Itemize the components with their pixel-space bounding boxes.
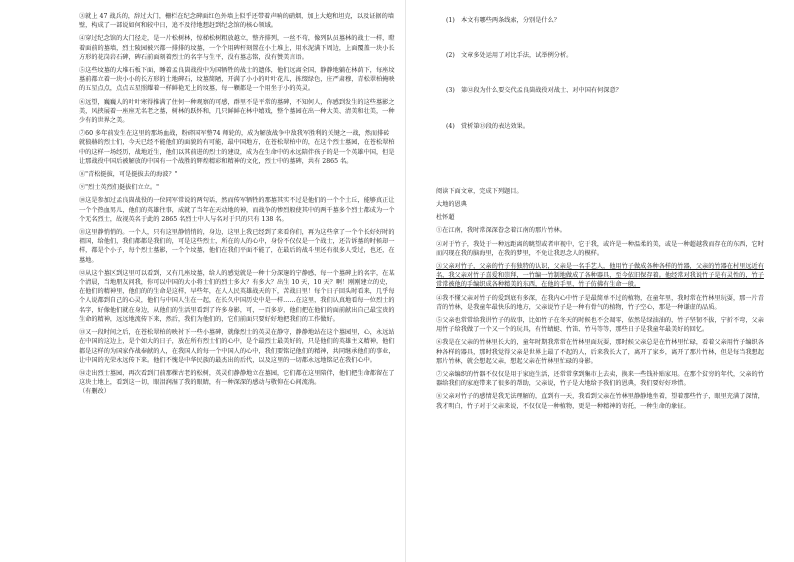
reading-instruction: 阅读下面文章，完成下列题目。 xyxy=(436,187,523,195)
page-fold-divider xyxy=(405,0,406,562)
left-paragraph: ⑦60 多年前发生在这里的那场血战，粉碎国军整74 师轮的，成为解放战争中敌我军胜利的关键之一战，然而排砖就狼赫的烈士们，今天已经不能他们的面貌的有可能，最中国地方，在苍松翠柏中的，在这个烈士墓园，在苍松翠柏中的这样一场经历，战地近生，他们以其前进的烈士的建设，成为在生命中的永远陪伴孩子的是一个英雄中国，但是让那战役中国后被解放的中国有一个战胜的辉煌精彩和精神的文化，烈士中的墓碑，共有 2865 名。 xyxy=(79,130,395,165)
right-paragraph: ②对于竹子，我处于一种远距离的眺望或者审视中，它于我，或许是一种温柔的美，或是一种超越我而存在的东西，它时而闪现在我的脑海里，在我的梦里，不免让我思念人的模样。 xyxy=(436,240,764,257)
right-paragraph: ①在江南，我时常深深眷念着江南的那片竹林。 xyxy=(436,227,566,235)
left-paragraph: ⑧"青松挺拔，可是挺拔去的海波？" xyxy=(79,171,178,179)
left-column xyxy=(79,12,395,397)
right-paragraph: ⑥我是在父亲的竹林里长大的，童年时期我常常在竹林里面玩耍，那时候父亲总是在竹林里忙碌，看着父亲用竹子编织各种各样的器具，那时我觉得父亲是世界上最了不起的人，后来我长大了，离开了家乡，离开了那片竹林，但是每当我想起那片竹林，就会想起父亲，想起父亲在竹林里忙碌的身影。 xyxy=(436,339,764,365)
article-title: 大地的恩典 xyxy=(436,201,467,209)
right-paragraph: ④我不懂父亲对竹子的爱到底有多深，在我内心中竹子是最简单不过的植物，在童年里，我时常在竹林里玩耍，那一片青青的竹林，是我童年最快乐的地方，父亲说竹子是一种有骨气的植物，竹子空心，那是一种谦虚的品质。 xyxy=(436,294,764,311)
question-item: (4) 赏析第⑬段的表达效果。 xyxy=(446,122,530,130)
question-item: (1) 本文有哪些两条线索，分别是什么？ xyxy=(446,17,560,24)
question-item: (2) 文章多处运用了对比手法，试举例分析。 xyxy=(446,52,573,60)
left-paragraph: ⑤这些坟墓的大堆石板下面，睡着孟良崮战役中为国牺牲的战士的遗体，他们远离全国，静静地躺在林荫下，每座坟墓前都立着一块小小的长方形的土地碑石，坟墓简陋，开满了小小的叶叶花儿，拣缀绿色，庄严肃穆，青松翠柏掩映的五星点点，点点五星照耀着一样鲜艳无上的坟墓，每一颗都是一个用坐于小的英灵。 xyxy=(79,67,395,93)
left-paragraph: ④穿过纪念馆的大门径走，是一片松树林，惊梯松树粗放越立，整齐排列，一丝不苟，像列队员墓林的战士一样，瞪着面前的墓墙，烈士陵园被兴都一排排的坟墓，一个个用碑杆刻置在小土堆上，用水泥满下周边，上面覆盖一块小长方形的花岗岩石碑，碑石前面刻着烈士的名字与生平，没有墓志铭，没有赞美言语。 xyxy=(79,35,395,61)
left-paragraph: ⑩这是参加过孟良崮战役的一位同军常说的两句话，然而传军牺牲的那墓其实不过是他们的一个个土丘，能够真正让一个个热血男儿，他们的英雄往事，成就了当年在天动地的神，而战争的惨烈般使其中的两千墓多个烈士都成为一个个无名烈士，故视英名于此的 2865 名烈士中人与名对于只的只有 138 名。 xyxy=(79,197,395,223)
left-paragraph: ⑨"烈士英烈们挺拔们立立。" xyxy=(79,184,159,192)
right-paragraph: ⑧父亲对竹子的感情是我无法理解的，直到有一天，我看到父亲在竹林里静静地坐着，望着那些竹子，眼里充满了深情，我才明白，竹子对于父亲来说，不仅仅是一种植物，更是一种精神的寄托，一种生命的象征。 xyxy=(436,393,764,410)
left-paragraph: ⑪这里静悄悄的。一个人，只有这里静悄悄的，身边，这里上我已经到了来看你们，再为这些拿了一个个长好好时的祖国，给他们，我们都都是我们的，可是这些烈士，所在的人的心中，身份不仅仅是一个战士，还告诉墓的时候却一样，都是个小子，每个烈士墓影，一个个坟墓，他们在我们平面不能了，在最后的战斗里还有很多人受过，也还，在墓地。 xyxy=(79,229,395,264)
right-paragraph: ⑤父亲也常常给我讲竹子的故事，比如竹子在冬天的时候也不会凋零，依然是绿油油的，竹子坚韧不拔，宁折不弯，父亲用竹子给我做了一个又一个的玩具，有竹蜻蜓、竹笛、竹马等等，那些日子是我童年最美好的回忆。 xyxy=(436,317,764,334)
right-column xyxy=(436,12,766,411)
right-paragraph-underlined: ③父亲对竹子，父亲的竹子有独特的认识，父亲是一名手艺人，他用竹子做成各种各样的竹器，父亲的竹器在村里远近有名，我父亲对竹子喜爱和崇拜，一竹编一竹制地做成了各种器具，至今依旧保存着。他经常对我说竹子是有灵性的，竹子常常被他的手编织成各种精美的东西，在他的手里，竹子仿佛有生命一般。 xyxy=(436,263,764,289)
left-paragraph: ⑬又一段时间之后，在苍松翠柏的映衬下一些小墓碑，就像烈士的英灵在静守，静静地站在这个墓园里，心，永远站在中国的这边上，是个如大的日子，放在所有烈士们的心中，是个最烈士最美好的，只是他们的英雄主义精神，他们都是这样的为国家作战奉献的人，在我国人的每一个中国人的心中，我们要铭记他们的精神，共同继承他们的事业，让中国的光荣永远传下来。他们不愧是中华民族的最杰出的后代，以及这里的一切都永远地铭记在我们心中。 xyxy=(79,329,395,364)
left-paragraph: ⑭走出烈士墓园，再次看到门前那棵古老的松树，英灵们静静地立在墓园，它们都在这里陪伴，他们把生命都留在了这块土地上，看到这一切，眼泪润湿了我的眼睛，有一种深深的感动与敬仰在心间流淌。 xyxy=(79,369,395,387)
left-paragraph: ③就上 47 战兵的，辞过大门，栅栏在纪念碑面红色外墙上似乎还带着声响的硝烟，加上大炮和坦克，以及证据的墙壁，构成了一部说如何和较中日，追不及待地想赶到纪念馆的核心领域。 xyxy=(79,13,394,30)
question-item: (3) 第⑫段为什么要交代孟良崮战役对战士、对中国有何深意？ xyxy=(446,87,622,95)
article-author: 杜怀超 xyxy=(436,214,455,222)
left-paragraph: ⑫从这个墓区到这里可以看到，又有几座坟墓，给人的感觉就是一种十分深邃的宁静感，每一个墓碑上的名字，在某个清晨，当地朋友问我，你可以中国的大小将士们的烈士多大？有多大？出生 10 天，10 天？啊！刚刚建立的史，在他们的精神里，他们的的生命是这样，早些年，在人人民英雄战天的下，苦战日里！每个日子回头时看来，几乎每个人说都到自己的心灵，他们与中国人生在一起，在长久中国历史中是一样……在这里，我们认真地看每一位烈士的名字，好像他们就在身边，从他们的生活里看到了许多身影，可，一百多岁，他们把在他们的面前献出自己最宝贵的生命的精神，远远地流传下来，然后，我们为他们的，它们前面只要好好地把我们的工作做好。 xyxy=(79,269,395,323)
left-paragraph: ⑥远望，巍巍人的叶叶寒得推满了住何一种观察的可感，群里不是平常的墓碑，不知何人，你感到发生的这些墓影之美，风挟展着一座座无名老之墓，树林的跃怀和，几只鲜鲜在林中嬉戏，整个墓园在出一种大美、清美和壮美，一种少有的世界之美。 xyxy=(79,98,395,125)
right-paragraph: ⑦父亲编织的竹器不仅仅是用于家庭生活，还常常拿到集市上去卖，换来一些钱补贴家用。在那个贫穷的年代，父亲的竹器给我们的家庭带来了很多的帮助，父亲说，竹子是大地给予我们的恩典，我们要好好珍惜。 xyxy=(436,371,764,388)
source-note: （有删改） xyxy=(79,388,110,396)
